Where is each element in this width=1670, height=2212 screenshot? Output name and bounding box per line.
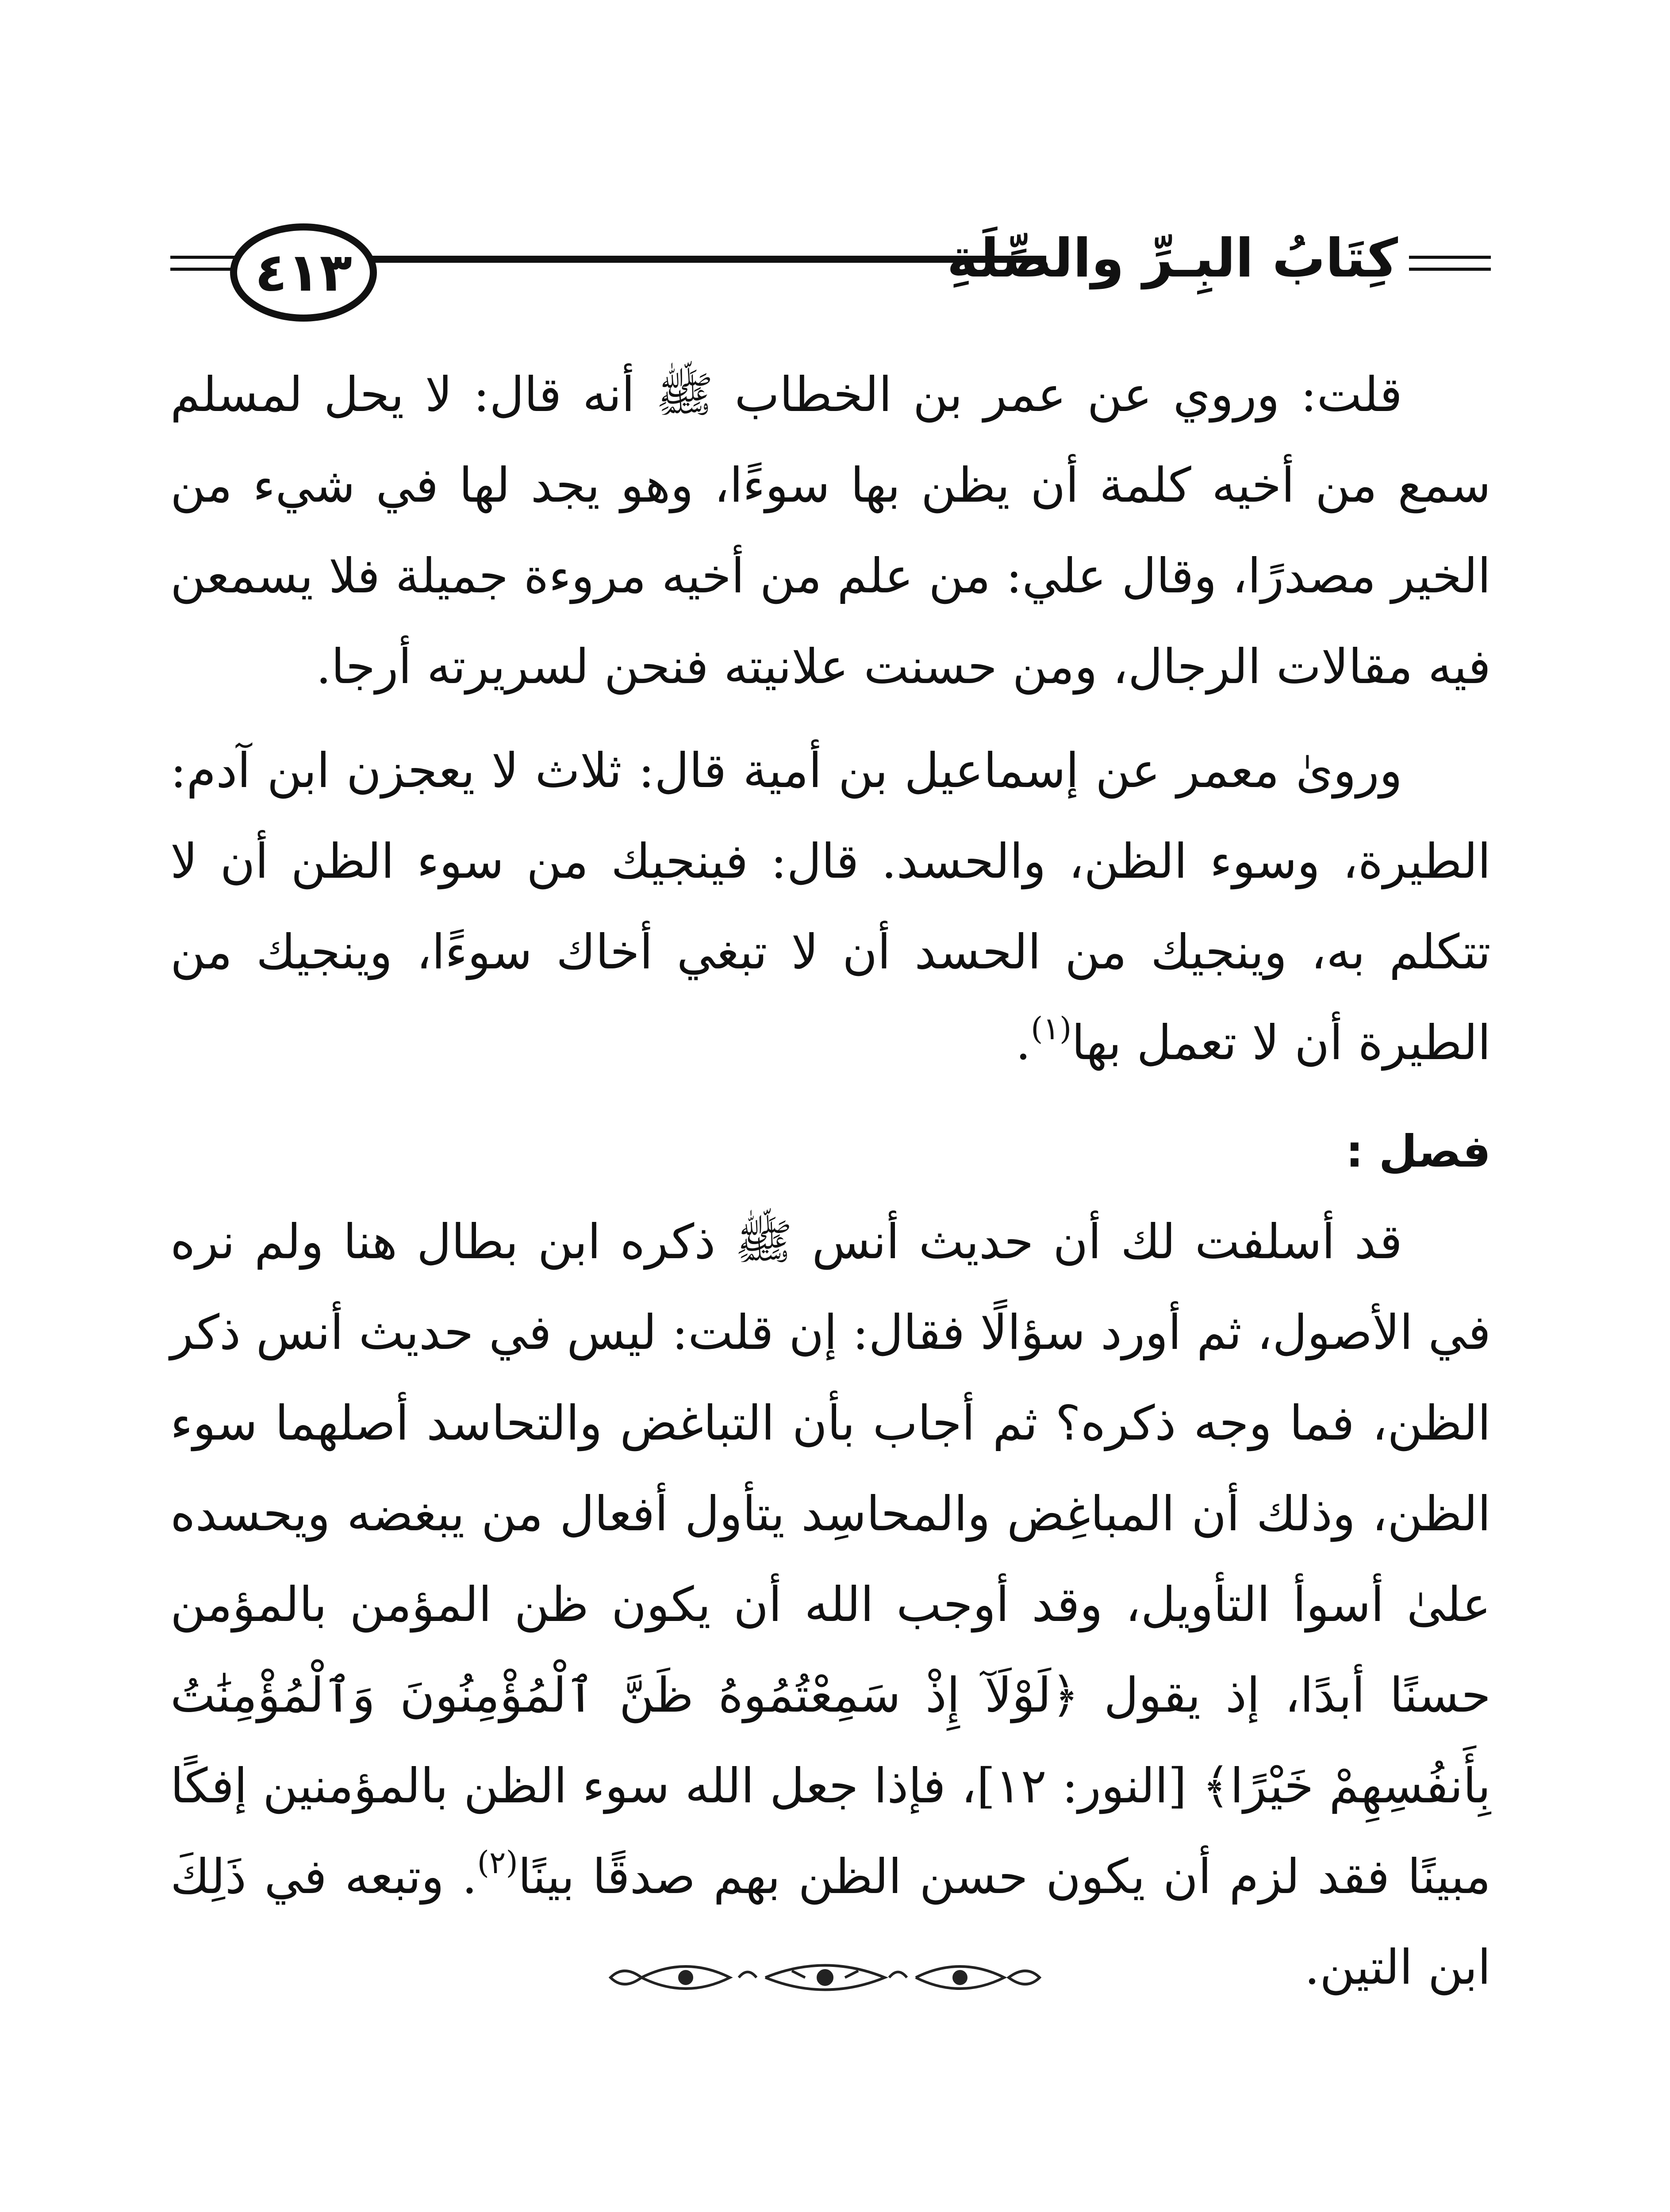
footnote-ref-2[interactable]: (٢) [477, 1844, 518, 1881]
main-text [170, 349, 1491, 2013]
section-ornament-icon [597, 1960, 1053, 1995]
footnote-ref-1[interactable]: (١) [1031, 1010, 1072, 1047]
header-rule-right-top [1409, 256, 1491, 259]
ornament-unit-right [889, 1966, 1040, 1989]
paragraph-3 [170, 1197, 1491, 2013]
page-number: ٤١٣ [230, 223, 377, 322]
ornament-unit-middle [765, 1966, 885, 1990]
paragraph-2-text: وروىٰ معمر عن إسماعيل بن أمية قال: ثلاث لا يعجزن ابن آدم: الطيرة، وسوء الظن، والحسد. قال: فينجيك من سوء الظن أن لا تتكلم به، وينجيك من الحسد أن لا تبغي أخاك سوءًا، وينجيك من الطيرة أن لا تعمل بها [170, 743, 1491, 1071]
header-rule-middle [356, 256, 1046, 263]
section-heading: فصل : [1345, 1125, 1491, 1177]
ornament-unit-left [610, 1966, 756, 1989]
header-rule-right-bottom [1409, 268, 1491, 271]
book-title: كِتَابُ البِـرِّ والصِّلَةِ [947, 228, 1398, 289]
page-header [170, 212, 1491, 316]
paragraph-2-end: . [1015, 1015, 1031, 1071]
paragraph-2 [170, 726, 1491, 1088]
paragraph-3-text: قد أسلفت لك أن حديث أنس ﷺ ذكره ابن بطال هنا ولم نره في الأصول، ثم أورد سؤالًا فقال: إن قلت: ليس في حديث أنس ذكر الظن، فما وجه ذكره؟ ثم أجاب بأن التباغض والتحاسد أصلهما سوء الظن، وذلك أن المباغِض والمحاسِد يتأول أفعال من يبغضه ويحسده علىٰ أسوأ التأويل، وقد أوجب الله أن يكون ظن المؤمن بالمؤمن حسنًا أبدًا، إذ يقول ﴿لَوْلَآ إِذْ سَمِعْتُمُوهُ ظَنَّ ٱلْمُؤْمِنُونَ وَٱلْمُؤْمِنَٰتُ بِأَنفُسِهِمْ خَيْرًا﴾ [النور: ١٢]، فإذا جعل الله سوء الظن بالمؤمنين إفكًا مبينًا فقد لزم أن يكون حسن الظن بهم صدقًا بينًا [170, 1214, 1491, 1905]
paragraph-1: قلت: وروي عن عمر بن الخطاب ﷺ أنه قال: لا يحل لمسلم سمع من أخيه كلمة أن يظن بها سوءًا، وهو يجد لها في شيء من الخير مصدرًا، وقال علي: من علم من أخيه مروءة جميلة فلا يسمعن فيه مقالات الرجال، ومن حسنت علانيته فنحن لسريرته أرجا. [170, 367, 1491, 695]
paragraph-3-end: . وتبعه في ذَلِكَ ابن التين. [170, 1849, 1491, 1995]
